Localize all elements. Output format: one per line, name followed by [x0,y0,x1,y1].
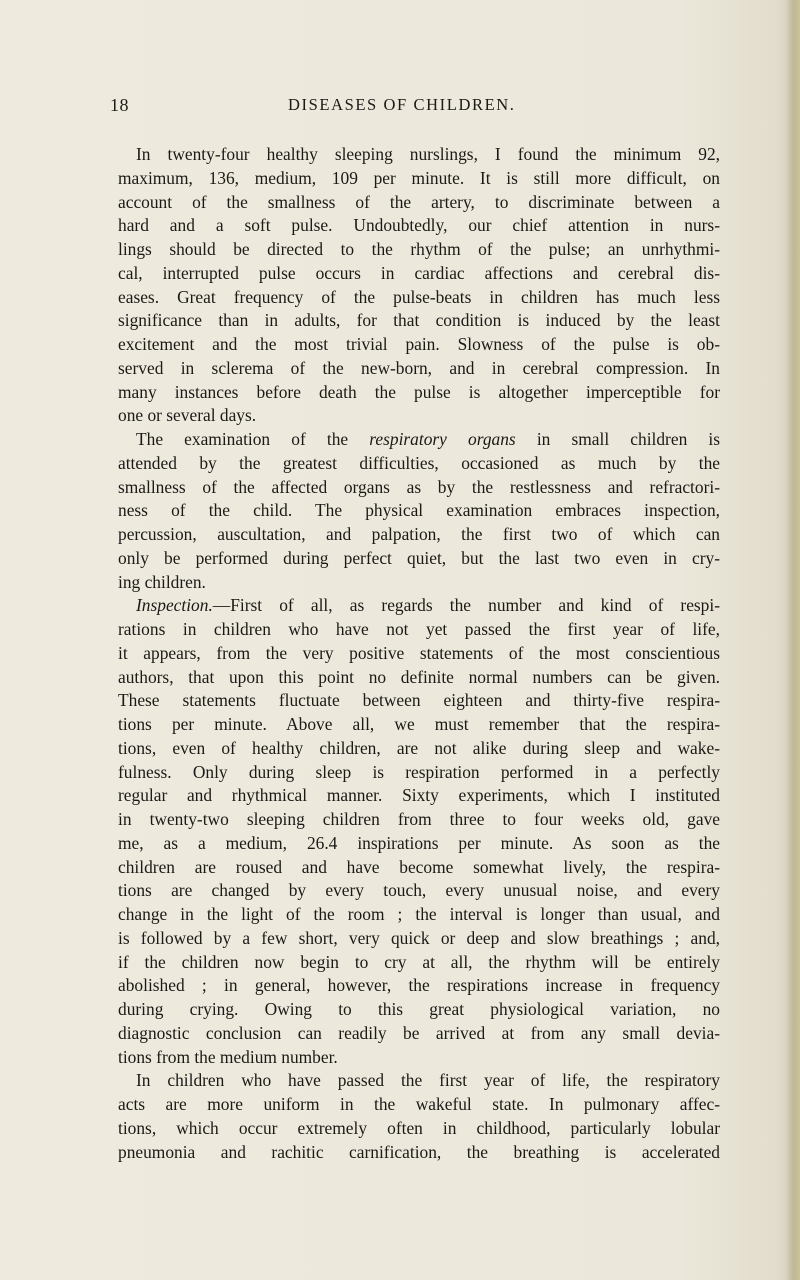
text-line [118,428,720,452]
text-line: regular and rhythmical manner. Sixty experiments, which I instituted [118,785,720,806]
text-line: if the children now begin to cry at all, the rhythm will be entirely [118,951,720,972]
text-line: one or several days. [118,405,257,426]
text-line [118,594,720,618]
text-run: in small children is [515,429,720,449]
page-edge-shadow [786,0,800,1280]
text-line: change in the light of the room ; the interval is longer than usual, and [118,904,720,924]
text-line: significance than in adults, for that condition is induced by the least [118,310,720,331]
text-line: maximum, 136, medium, 109 per minute. It is still more difficult, on [118,167,720,188]
text-line: excitement and the most trivial pain. Slowness of the pulse is ob- [118,334,720,354]
text-line: smallness of the affected organs as by the restlessness and refractori- [118,476,720,497]
text-line: it appears, from the very positive statements of the most conscientious [118,642,720,663]
text-line: acts are more uniform in the wakeful state. In pulmonary affec- [118,1094,720,1114]
text-line: in twenty-two sleeping children from three to four weeks old, gave [118,809,720,829]
page-number: 18 [110,95,129,115]
text-line: is followed by a few short, very quick or deep and slow breathings ; and, [118,927,720,948]
text-line: diagnostic conclusion can readily be arrived at from any small devia- [118,1022,720,1043]
text-run: The examination of the [136,429,370,449]
text-line: authors, that upon this point no definite normal numbers can be given. [118,666,720,687]
text-line: In twenty-four healthy sleeping nurslings, I found the minimum 92, [136,144,720,164]
page-header [110,95,710,119]
text-line: children are roused and have become somewhat lively, the respira- [118,856,720,877]
text-line: only be performed during perfect quiet, but the last two even in cry- [118,547,720,568]
text-line: account of the smallness of the artery, to discriminate between a [118,191,720,212]
text-line: during crying. Owing to this great physiological variation, no [118,999,720,1019]
text-line: ness of the child. The physical examination embraces inspection, [118,500,720,521]
text-line: eases. Great frequency of the pulse-beats in children has much less [118,286,720,307]
running-title: DISEASES OF CHILDREN. [288,95,516,114]
text-line: tions are changed by every touch, every unusual noise, and every [118,880,720,901]
text-line: pneumonia and rachitic carnification, the breathing is accelerated [118,1141,720,1162]
text-line: tions, which occur extremely often in childhood, particularly lobular [118,1117,720,1138]
text-line: percussion, auscultation, and palpation, the first two of which can [118,524,720,544]
text-line: served in sclerema of the new-born, and in cerebral compression. In [118,357,720,378]
text-line: hard and a soft pulse. Undoubtedly, our chief attention in nurs- [118,215,720,236]
text-line: fulness. Only during sleep is respiration performed in a perfectly [118,761,720,782]
text-line: tions per minute. Above all, we must remember that the respira- [118,714,720,734]
text-line: These statements fluctuate between eighteen and thirty-five respira- [118,690,720,711]
italic-term: respiratory organs [369,429,516,449]
text-line: tions from the medium number. [118,1046,338,1067]
text-line: ing children. [118,571,206,592]
text-run: —First of all, as regards the number and kind of respi- [212,595,720,616]
text-line: many instances before death the pulse is altogether imperceptible for [118,381,720,402]
text-line: attended by the greatest difficulties, occasioned as much by the [118,452,720,473]
text-line: In children who have passed the first year of life, the respiratory [136,1070,720,1091]
text-line: cal, interrupted pulse occurs in cardiac affections and cerebral dis- [118,262,720,283]
text-line: abolished ; in general, however, the respirations increase in frequency [118,975,720,996]
italic-heading: Inspection. [136,595,213,616]
body-text [118,143,720,1164]
text-line: me, as a medium, 26.4 inspirations per minute. As soon as the [118,832,720,853]
text-line: lings should be directed to the rhythm of the pulse; an unrhythmi- [118,239,720,259]
text-line: tions, even of healthy children, are not alike during sleep and wake- [118,737,720,758]
text-line: rations in children who have not yet passed the first year of life, [118,619,720,639]
